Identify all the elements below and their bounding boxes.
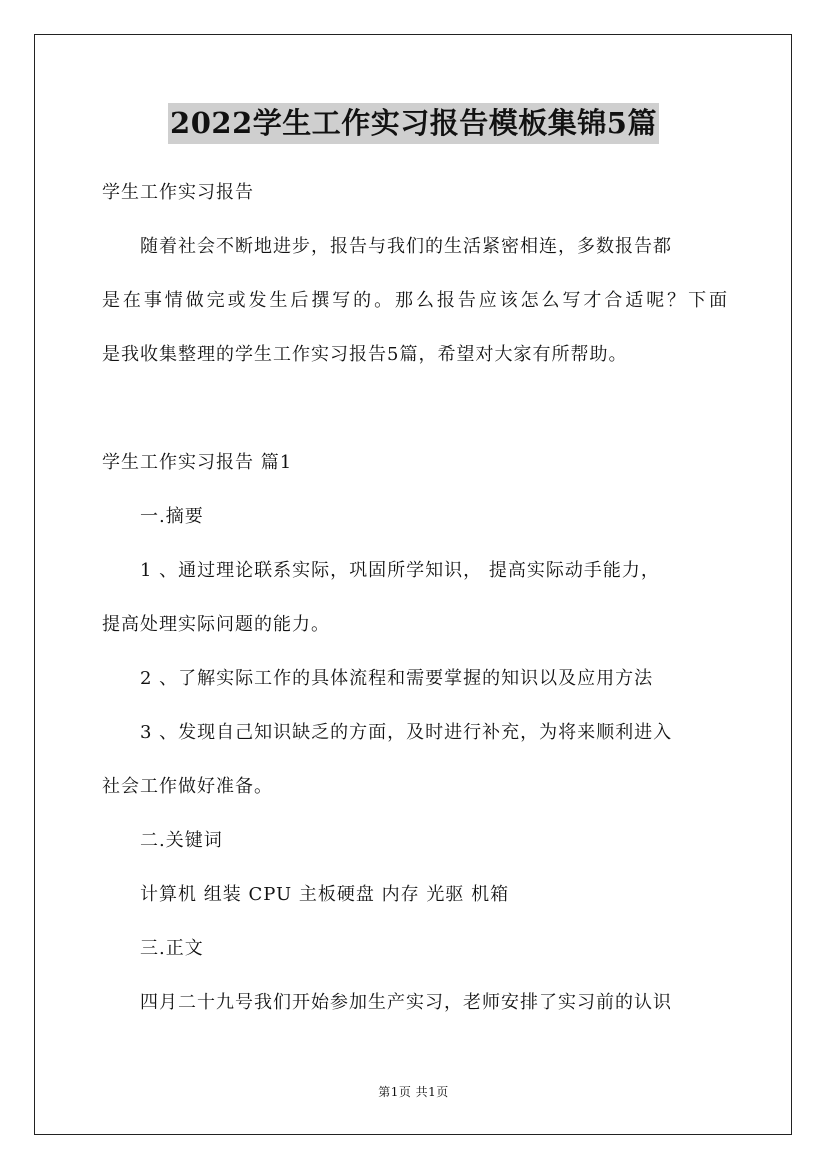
list-item-continuation: 社会工作做好准备。 bbox=[102, 776, 273, 797]
keywords-line: 计算机 组装 CPU 主板硬盘 内存 光驱 机箱 bbox=[140, 884, 510, 905]
subsection-heading: 三.正文 bbox=[140, 938, 204, 959]
document-title: 2022学生工作实习报告模板集锦5篇 bbox=[168, 103, 659, 144]
page-footer: 第1页 共1页 bbox=[378, 1085, 449, 1099]
subsection-heading: 二.关键词 bbox=[140, 830, 223, 851]
paragraph-line: 四月二十九号我们开始参加生产实习，老师安排了实习前的认识 bbox=[140, 992, 672, 1013]
list-item: 2 、了解实际工作的具体流程和需要掌握的知识以及应用方法 bbox=[140, 668, 654, 689]
subsection-heading: 一.摘要 bbox=[140, 506, 204, 527]
paragraph-line: 是在事情做完或发生后撰写的。那么报告应该怎么写才合适呢？下面 bbox=[102, 290, 727, 311]
list-item: 3 、发现自己知识缺乏的方面，及时进行补充，为将来顺利进入 bbox=[140, 722, 673, 743]
list-item-continuation: 提高处理实际问题的能力。 bbox=[102, 614, 330, 635]
paragraph-line: 随着社会不断地进步，报告与我们的生活紧密相连，多数报告都 bbox=[140, 236, 672, 257]
section-heading: 学生工作实习报告 bbox=[102, 182, 254, 203]
paragraph-line: 是我收集整理的学生工作实习报告5篇，希望对大家有所帮助。 bbox=[102, 344, 628, 365]
section-heading: 学生工作实习报告 篇1 bbox=[102, 452, 293, 473]
document-title-wrap bbox=[0, 103, 827, 144]
list-item: 1 、通过理论联系实际，巩固所学知识， 提高实际动手能力， bbox=[140, 560, 660, 581]
